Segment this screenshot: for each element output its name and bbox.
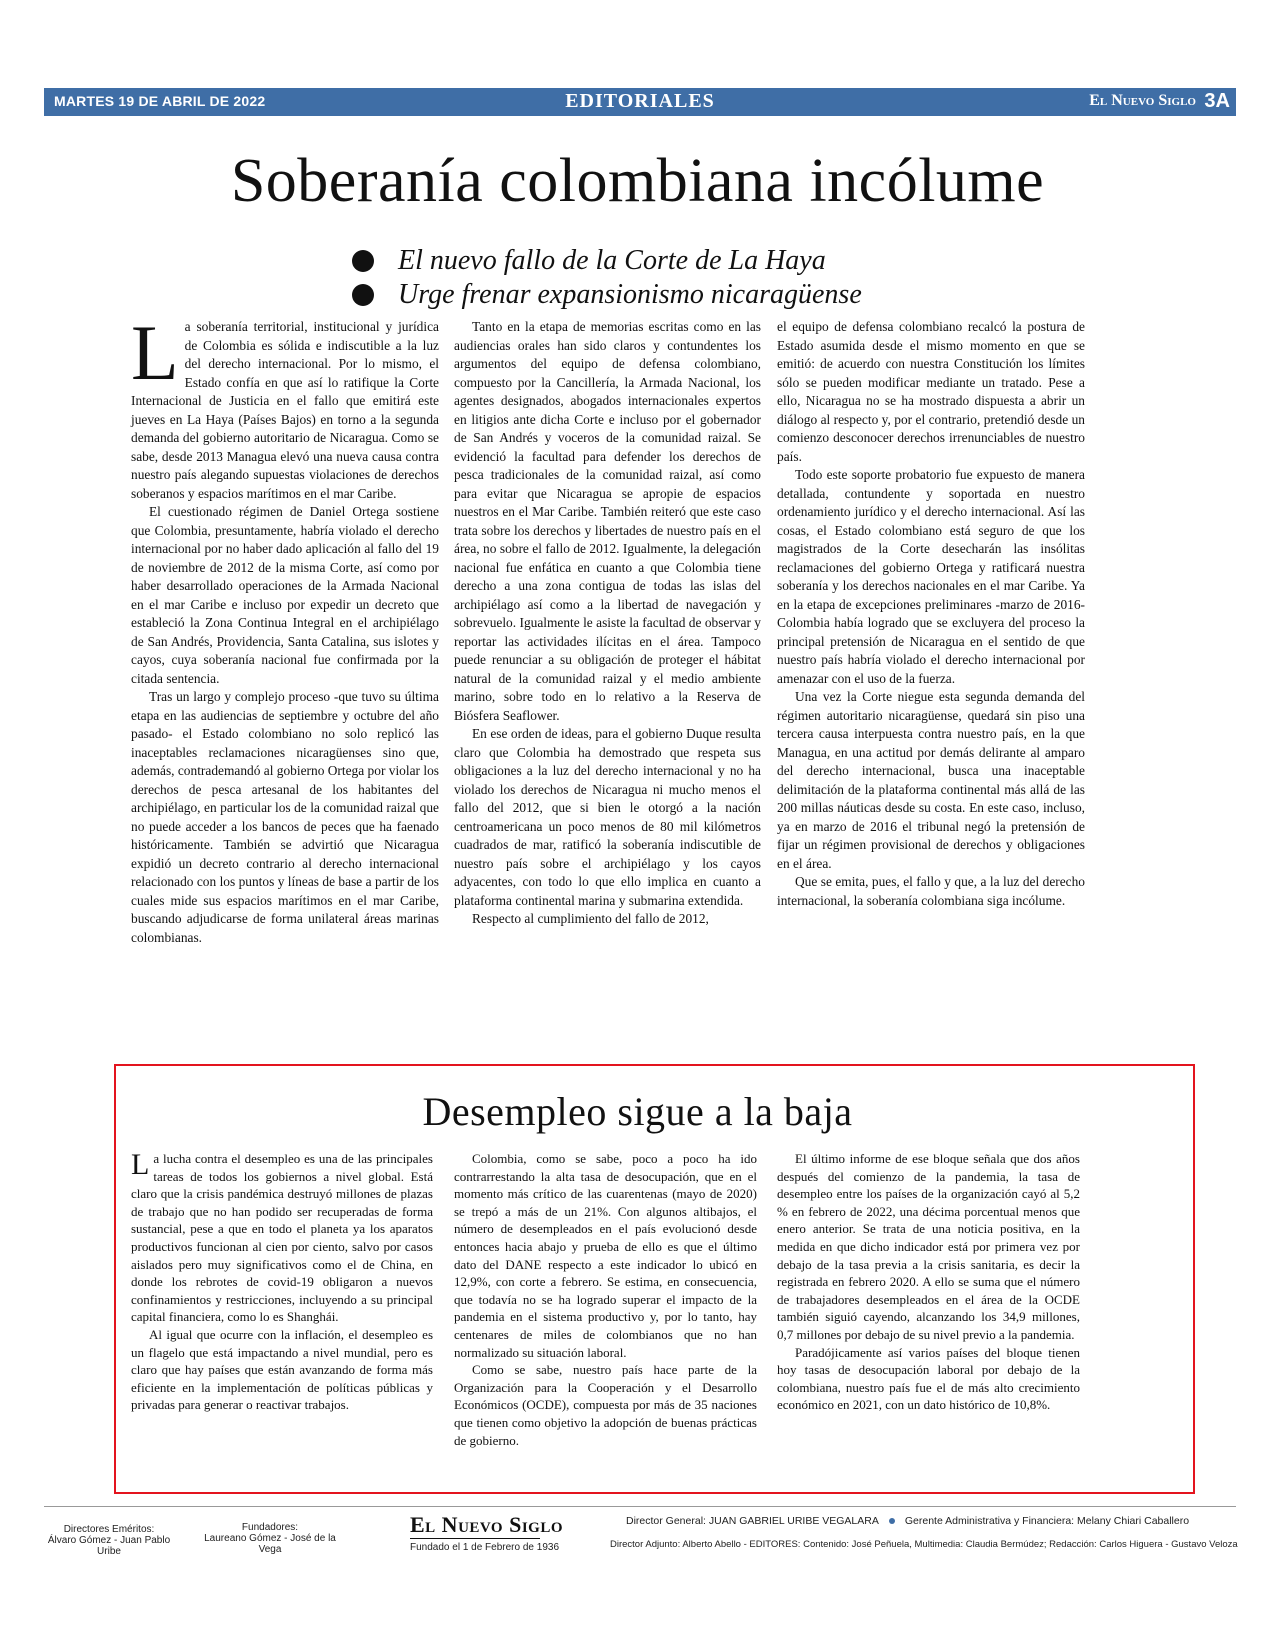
paragraph: El último informe de ese bloque señala que dos años después del comienzo de la pandemia, la tasa de desempleo entre los países de la organización cayó al 5,2 % en febrero de 2022, una décima porcentual menos que enero anterior. Se trata de una noticia positiva, en la medida en que dicho indicador está por primera vez por debajo de la tasa previa a la crisis sanitaria, es decir la registrada en febrero 2020. A ello se suma que el número de trabajadores desempleados en el área de la OCDE también siguió cayendo, alcanzando los 34,9 millones, 0,7 millones por debajo de su nivel previo a la pandemia. [777,1151,1080,1342]
editorial-2-column-3 [777,1150,1080,1414]
paragraph: Respecto al cumplimiento del fallo de 2012, [472,911,709,926]
founders-label: Fundadores: [241,1522,299,1533]
editorial-1-title: Soberanía colombiana incólume [230,147,1045,215]
subhead-item [352,278,862,312]
footer-divider [44,1506,1236,1507]
founders-names: Laureano Gómez - José de la Vega [204,1533,336,1555]
paragraph: Al igual que ocurre con la inflación, el desempleo es un flagelo que está impactando a nivel mundial, pero es claro que hay países que están avanzando de forma más eficiente en la implementación de políticas públicas y privadas para generar o reactivar trabajos. [131,1326,433,1413]
footer-logo: El Nuevo Siglo [410,1512,564,1537]
masthead-line-1 [626,1515,1189,1527]
director-general: Director General: JUAN GABRIEL URIBE VEGALARA [626,1515,879,1527]
separator-dot-icon [889,1518,895,1524]
editorial-2-title: Desempleo sigue a la baja [422,1089,853,1134]
drop-cap: L [131,1148,150,1181]
subhead-text: Urge frenar expansionismo nicaragüense [398,279,862,310]
bullet-icon [352,250,374,272]
page-number: 3A [1204,90,1230,112]
paragraph: En ese orden de ideas, para el gobierno Duque resulta claro que Colombia ha demostrado que respeta sus obligaciones a la luz del derecho internacional y no ha violado los derechos de Nicaragua ni mucho menos el fallo del 2012, que si bien le otorgó a la nación centroamericana un poco menos de 80 mil kilómetros cuadrados de mar, ratificó la soberanía indiscutible de nuestro país sobre el archipiélago y los cayos adyacentes, con todo lo que ello implica en cuanto a plataforma continental marina y submarina extendida. [454,726,761,908]
editorial-1-column-2 [454,318,761,929]
paragraph: Tras un largo y complejo proceso -que tuvo su última etapa en las audiencias de septiembre y octubre del año pasado- el Estado colombiano no solo replicó las inaceptables reclamaciones nicaragüenses sino que, además, contrademandó al gobierno Ortega por violar los derechos de pesca artesanal de los habitantes del archipiélago, en particular los de la comunidad raizal que no puede acceder a los bancos de peces que ha faenado históricamente. También se advirtió que Nicaragua expidió un decreto contrario al derecho internacional relacionado con los puntos y líneas de base a partir de los cuales mide sus espacios marítimos en el mar Caribe, buscando adjudicarse de forma unilateral áreas marinas colombianas. [131,689,439,945]
paragraph: a lucha contra el desempleo es una de las principales tareas de todos los gobiernos a nivel global. Está claro que la crisis pandémica destruyó millones de plazas de trabajo que no han podido ser recuperadas de forma sustancial, pese a que en todo el planeta ya los aparatos productivos funcionan al cien por ciento, salvo por casos aislados pero muy significativos como el de China, en donde los rebrotes de covid-19 obligaron a nuevos confinamientos y restricciones, incluyendo a su principal capital financiera, como lo es Shanghái. [131,1151,433,1325]
founders [200,1522,340,1555]
editorial-2-column-2 [454,1150,757,1449]
paragraph: Paradójicamente así varios países del bloque tienen hoy tasas de desocupación laboral por debajo de la colombiana, nuestro país fue el de más alto crecimiento económico en 2021, con un dato histórico de 10,8%. [777,1344,1080,1413]
subhead-item [352,244,862,278]
editorial-1-column-3 [777,318,1085,910]
directors-label: Directores Eméritos: [63,1524,155,1535]
bullet-icon [352,284,374,306]
editorial-1-column-1 [131,309,439,947]
footer-logo-underline [410,1538,540,1539]
paragraph: Tanto en la etapa de memorias escritas como en las audiencias orales han sido claros y contundentes los argumentos del equipo de defensa colombiano, compuesto por la Cancillería, la Armada Nacional, los agentes designados, abogados internacionales expertos en litigios ante dicha Corte e incluso por el gobernador de San Andrés y voceros de la comunidad raizal. Se evidenció la facultad para defender los derechos de pesca tradicionales de la comunidad raizal, así como para evitar que Nicaragua se apropie de espacios nuestros en el Mar Caribe. También reiteró que este caso trata sobre los derechos y libertades de nuestro país en el área, no sobre el fallo de 2012. Igualmente, la delegación nacional fue enfática en cuanto a que Colombia tiene derecho a una zona contigua de todas las islas del archipiélago así como a la libertad de navegación y sobrevuelo. Igualmente le asiste la facultad de observar y reportar las actividades ilícitas en el área. Tampoco puede renunciar a su obligación de proteger el hábitat natural de la comunidad raizal y el medio ambiente marino, sobre todo en lo relativo a la Reserva de Biósfera Seaflower. [454,319,761,723]
masthead-staff: Director Adjunto: Alberto Abello - EDITORES: Contenido: José Peñuela, Multimedia: Claudia Bermúdez; Redacción: Carlos Higuera - Gustavo Veloza [610,1539,1238,1550]
paragraph: Como se sabe, nuestro país hace parte de la Organización para la Cooperación y el Desarrollo Económicos (OCDE), compuesta por más de 35 naciones que tienen como objetivo la adopción de buenas prácticas de gobierno. [454,1362,757,1448]
paragraph: El cuestionado régimen de Daniel Ortega sostiene que Colombia, presuntamente, habría violado el derecho internacional por no haber dado aplicación al fallo del 19 de noviembre de 2012 de la misma Corte, así como por haber desarrollado operaciones de la Armada Nacional en el mar Caribe e incluso por expedir un decreto que estableció la Zona Continua Integral en el archipiélago de San Andrés, Providencia, Santa Catalina, sus islotes y cayos, cuya soberanía nacional fue confirmada por la citada sentencia. [131,504,439,686]
section-title: EDITORIALES [565,90,715,112]
paragraph: Que se emita, pues, el fallo y que, a la luz del derecho internacional, la soberanía colombiana siga incólume. [777,874,1085,908]
section-header-bar [44,88,1236,116]
subhead-text: El nuevo fallo de la Corte de La Haya [398,245,826,276]
drop-cap: L [131,309,179,396]
paragraph: Todo este soporte probatorio fue expuesto de manera detallada, contundente y soportada en nuestro ordenamiento jurídico y el derecho internacional. Así las cosas, el Estado colombiano está seguro de que los magistrados de la Corte desecharán las insólitas reclamaciones del gobierno Ortega y ratificará nuestra soberanía y los derechos nacionales en el mar Caribe. Ya en la etapa de excepciones preliminares -marzo de 2016- Colombia había logrado que se excluyera del proceso la principal pretensión de Nicaragua en el sentido de que nuestro país habría violado el derecho internacional por amenazar con el uso de la fuerza. [777,467,1085,686]
paragraph: el equipo de defensa colombiano recalcó la postura de Estado asumida desde el mismo momento en que se emitió: de acuerdo con nuestra Constitución los límites sólo se pueden modificar mediante un tratado. Pese a ello, Nicaragua no se ha mostrado dispuesta a abrir un diálogo al respecto y, por el contrario, pretendió desde un comienzo desconocer derechos irrenunciables de nuestro país. [777,319,1085,464]
paragraph: Colombia, como se sabe, poco a poco ha ido contrarrestando la alta tasa de desocupación, que en el momento más crítico de las cuarentenas (mayo de 2020) se trepó a más de un 21%. Con algunos altibajos, el número de desempleados en el país evolucionó desde entonces hacia abajo y prueba de ello es que el último dato del DANE respecto a este indicador lo ubicó en 12,9%, con corte a febrero. Se estima, en consecuencia, que todavía no se ha logrado superar el impacto de la pandemia en el sistema productivo y, por lo tanto, hay centenares de miles de colombianos que no han normalizado su situación laboral. [454,1151,757,1360]
newspaper-brand: El Nuevo Siglo [1089,92,1196,109]
directors-names: Álvaro Gómez - Juan Pablo Uribe [47,1535,171,1557]
founded-date: Fundado el 1 de Febrero de 1936 [410,1542,559,1553]
gerente: Gerente Administrativa y Financiera: Melany Chiari Caballero [904,1515,1190,1527]
paragraph: a soberanía territorial, institucional y jurídica de Colombia es sólida e indiscutible a la luz del derecho internacional. Por lo mismo, el Estado confía en que así lo ratifique la Corte Internacional de Justicia en el fallo que emitirá este jueves en La Haya (Países Bajos) en torno a la segunda demanda del gobierno autoritario de Nicaragua. Como se sabe, desde 2013 Managua elevó una nueva causa contra nuestro país alegando supuestas violaciones de derechos soberanos y espacios marítimos en el mar Caribe. [131,319,439,501]
directors-emeritos [44,1524,174,1557]
editorial-2-column-1 [131,1150,433,1414]
paragraph: Una vez la Corte niegue esta segunda demanda del régimen autoritario nicaragüense, quedará sin piso una tercera causa interpuesta contra nuestro país, en la que Managua, en una actitud por demás delirante al amparo del derecho internacional, busca una inaceptable delimitación de la plataforma continental más allá de las 200 millas náuticas desde su costa. En este caso, incluso, ya en marzo de 2016 el tribunal negó la pretensión de fijar un régimen provisional de derechos y obligaciones en el área. [777,689,1085,871]
issue-date: MARTES 19 DE ABRIL DE 2022 [54,93,266,109]
editorial-1-subheads [352,244,862,312]
